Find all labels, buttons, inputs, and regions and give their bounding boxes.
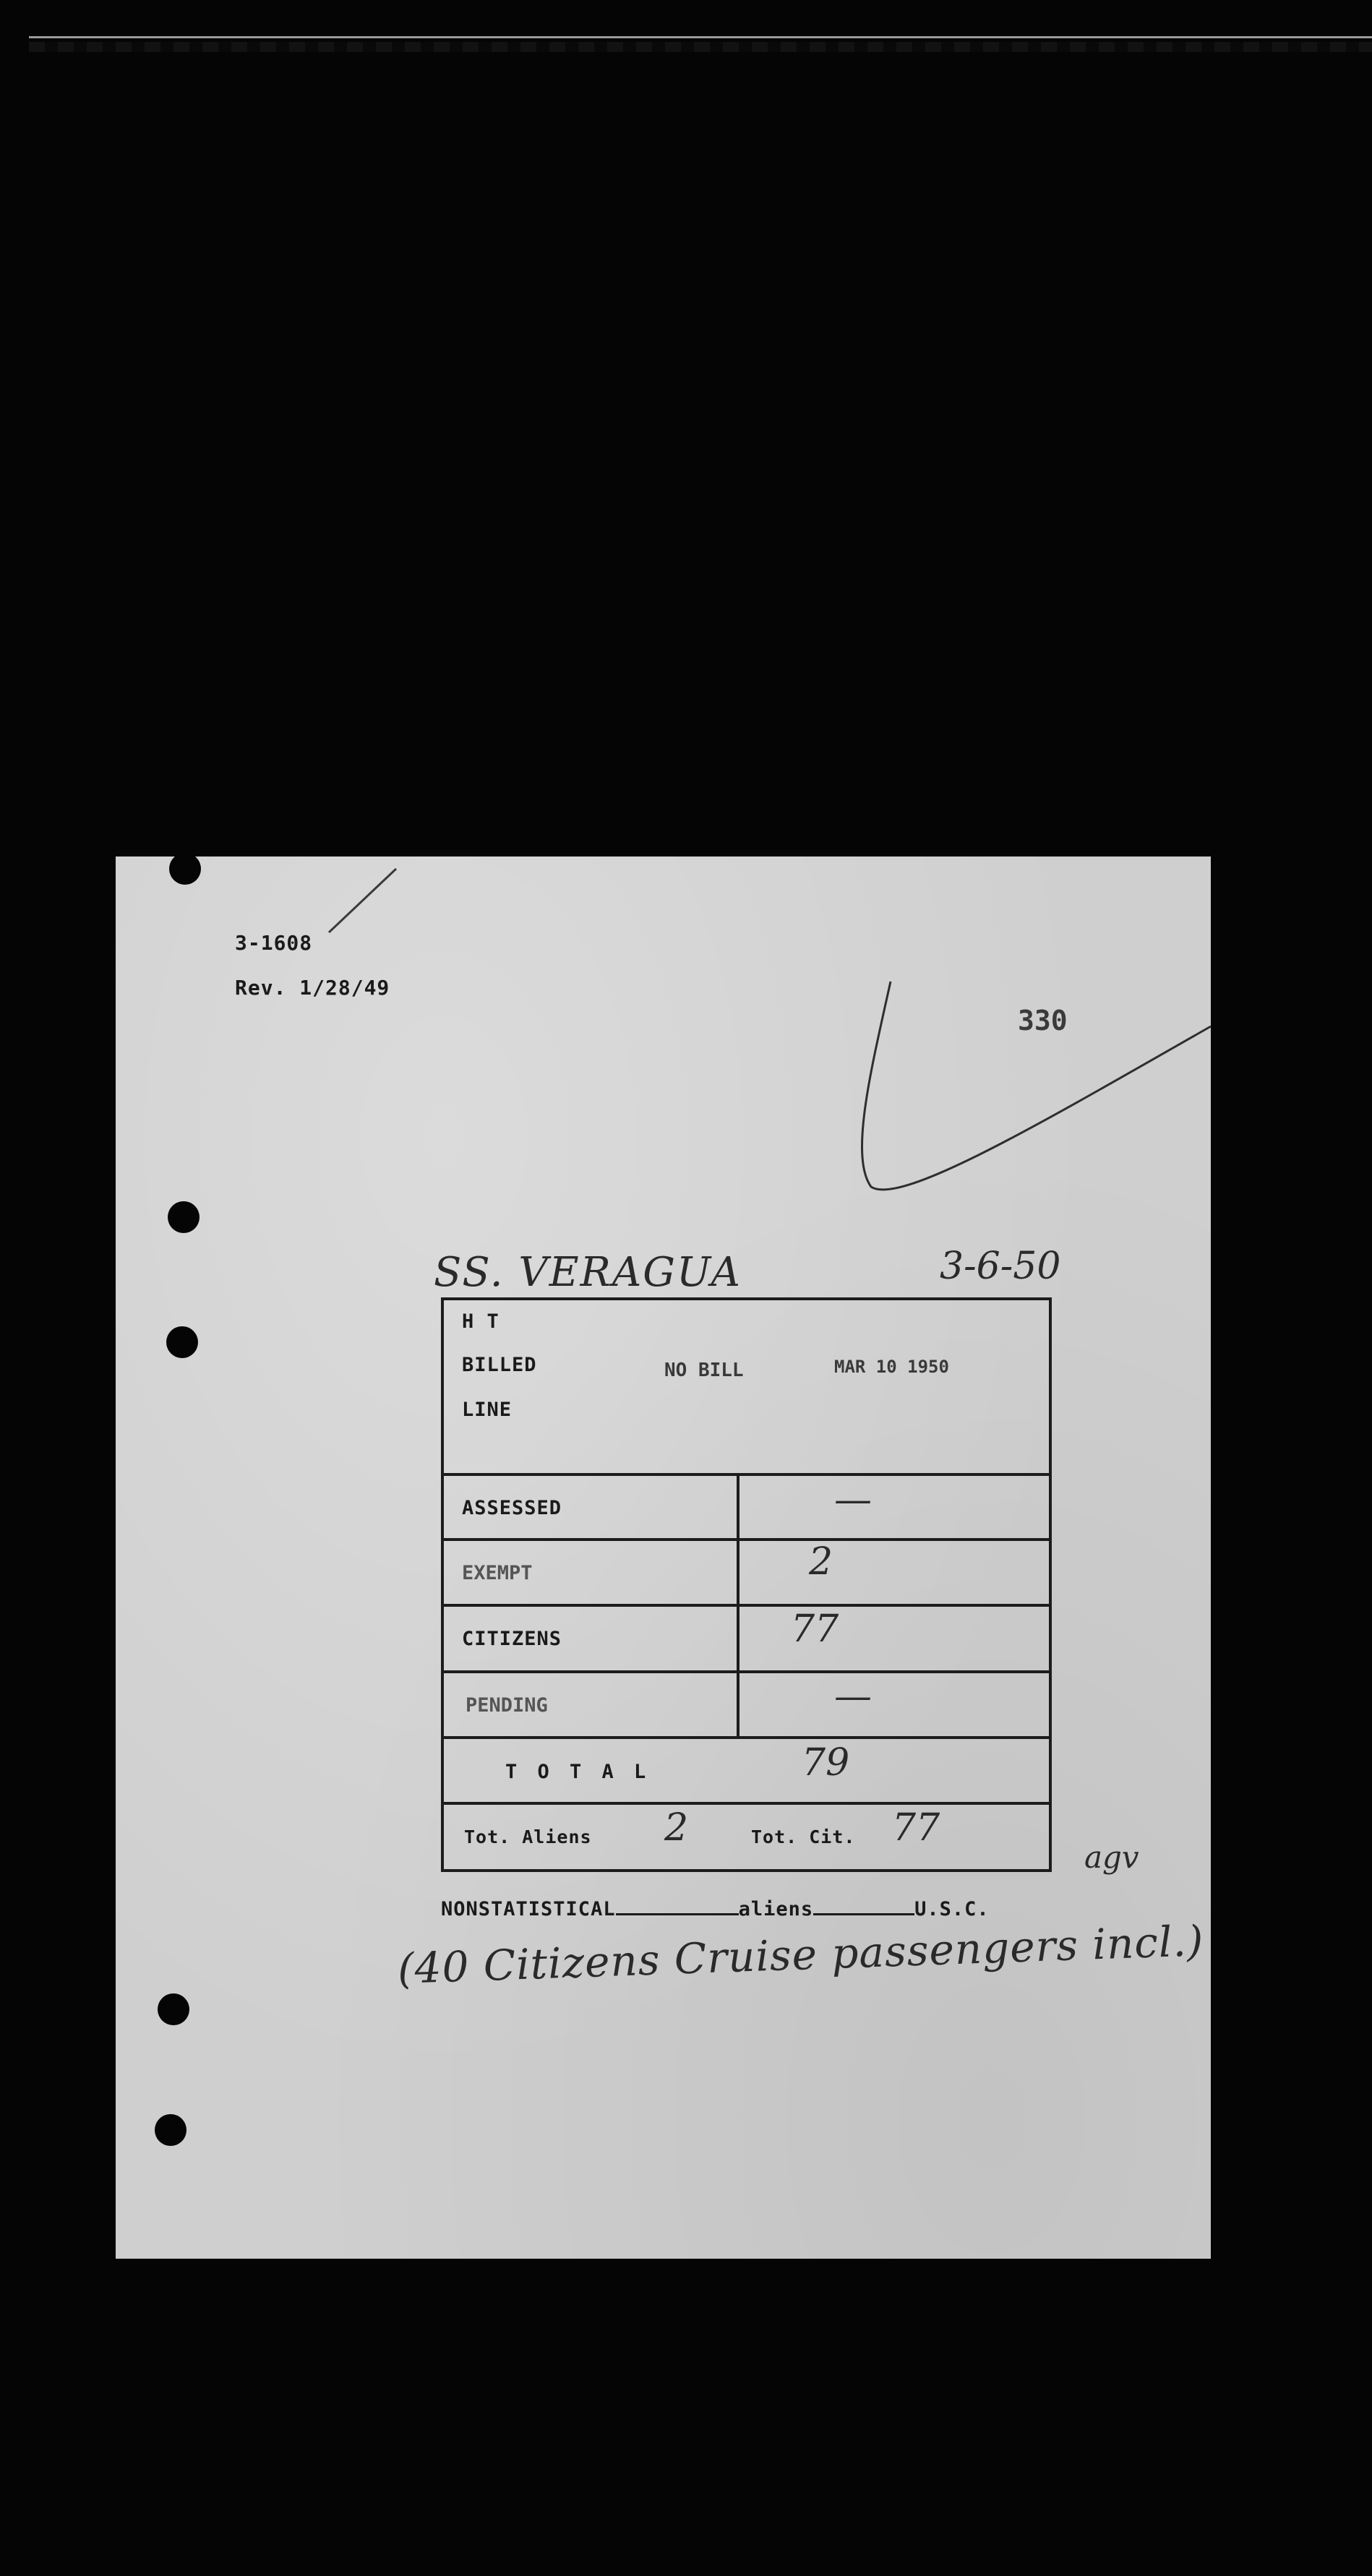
header-line-ht: H T <box>462 1310 500 1333</box>
row-value-exempt: 2 <box>809 1540 833 1584</box>
nonstatistical-line <box>441 1898 990 1920</box>
nonstatistical-aliens-label: aliens <box>738 1898 814 1920</box>
header-line-billed: BILLED <box>462 1354 537 1376</box>
total-label: T O T A L <box>505 1761 651 1783</box>
page-number: 330 <box>1018 1005 1068 1036</box>
total-citizens-value: 77 <box>892 1806 940 1850</box>
total-aliens-label: Tot. Aliens <box>464 1826 592 1847</box>
row-value-citizens: 77 <box>791 1607 839 1651</box>
date-stamp: MAR 10 1950 <box>834 1357 949 1377</box>
total-citizens-label: Tot. Cit. <box>751 1826 856 1847</box>
row-value-assessed: — <box>834 1478 872 1521</box>
no-bill-stamp: NO BILL <box>664 1360 744 1381</box>
total-aliens-value: 2 <box>664 1806 689 1850</box>
vessel-name: SS. VERAGUA <box>434 1249 742 1296</box>
row-value-pending: — <box>834 1675 872 1718</box>
row-label-assessed: ASSESSED <box>462 1497 562 1519</box>
row-label-citizens: CITIZENS <box>462 1628 562 1650</box>
row-label-exempt: EXEMPT <box>462 1562 533 1584</box>
header-line-line: LINE <box>462 1399 513 1421</box>
clerk-initials: agv <box>1084 1839 1139 1875</box>
form-number: 3-1608 <box>235 931 313 955</box>
nonstatistical-usc-label: U.S.C. <box>914 1898 990 1920</box>
total-value: 79 <box>802 1741 850 1785</box>
manifest-form-box <box>441 1297 1052 1872</box>
form-revision: Rev. 1/28/49 <box>235 976 390 1000</box>
handwritten-note: (40 Citizens Cruise passengers incl.) <box>396 1916 1205 1993</box>
arrival-date: 3-6-50 <box>940 1245 1061 1288</box>
nonstatistical-label: NONSTATISTICAL <box>441 1898 616 1920</box>
row-label-pending: PENDING <box>466 1694 548 1717</box>
